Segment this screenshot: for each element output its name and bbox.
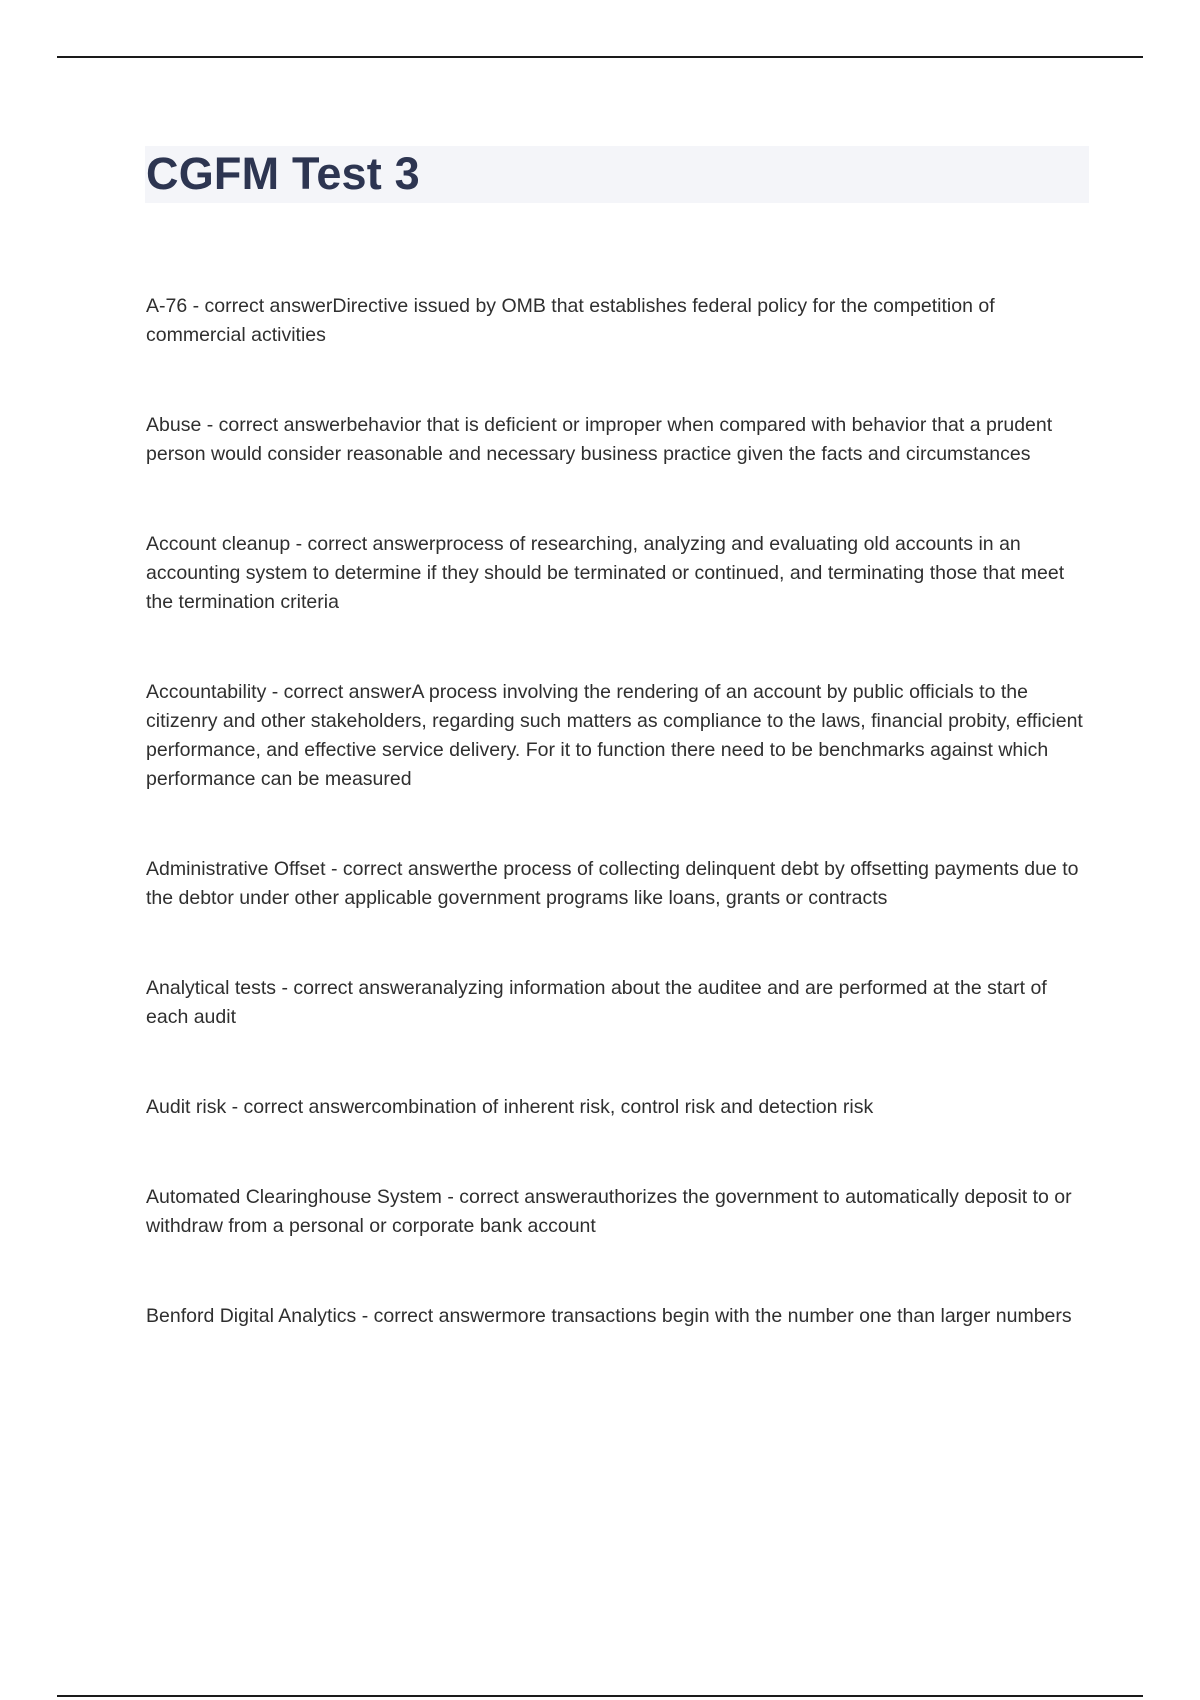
document-title: CGFM Test 3 <box>146 148 420 199</box>
entry-accountability: Accountability - correct answerA process involving the rendering of an account by public officials to the citizenry and other stakeholders, regarding such matters as compliance to the laws, financial probity, efficient performance, and effective service delivery. For it to function there need to be benchmarks against which performance can be measured <box>146 681 1083 790</box>
entry-abuse: Abuse - correct answerbehavior that is deficient or improper when compared with behavior that a prudent person would consider reasonable and necessary business practice given the facts and circumstances <box>146 414 1053 465</box>
entry-automated-clearinghouse: Automated Clearinghouse System - correct answerauthorizes the government to automatically deposit to or withdraw from a personal or corporate bank account <box>146 1186 1072 1237</box>
footer-rule <box>57 1695 1143 1697</box>
entry-a76: A-76 - correct answerDirective issued by OMB that establishes federal policy for the competition of commercial activities <box>146 295 995 346</box>
entry-benford-digital-analytics: Benford Digital Analytics - correct answermore transactions begin with the number one than larger numbers <box>146 1305 1072 1327</box>
entry-administrative-offset: Administrative Offset - correct answerthe process of collecting delinquent debt by offsetting payments due to the debtor under other applicable government programs like loans, grants or contracts <box>146 858 1079 909</box>
entry-audit-risk: Audit risk - correct answercombination of inherent risk, control risk and detection risk <box>146 1096 874 1118</box>
entry-analytical-tests: Analytical tests - correct answeranalyzing information about the auditee and are performed at the start of each audit <box>146 977 1047 1028</box>
entry-list <box>146 292 1086 1331</box>
entry-account-cleanup: Account cleanup - correct answerprocess of researching, analyzing and evaluating old accounts in an accounting system to determine if they should be terminated or continued, and terminating those that meet the termination criteria <box>146 533 1065 613</box>
header-rule <box>57 56 1143 58</box>
